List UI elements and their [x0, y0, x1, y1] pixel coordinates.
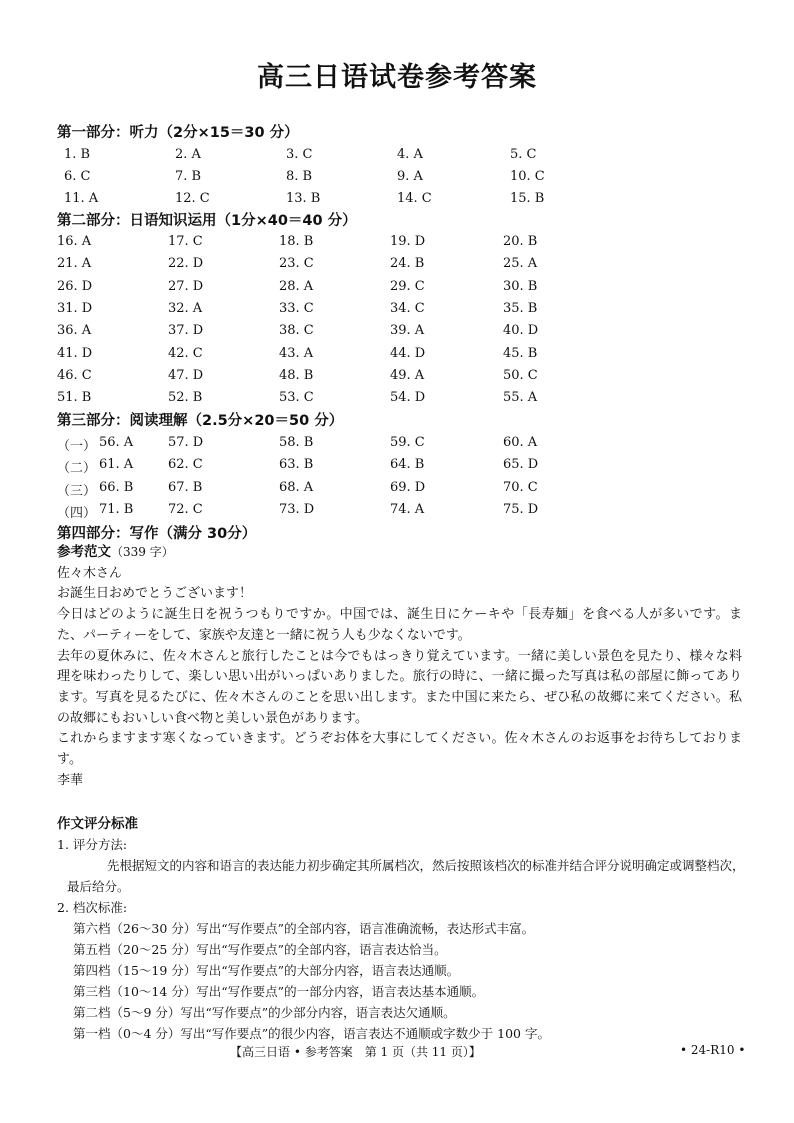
answer-item: 30. B: [503, 278, 538, 294]
answer-item: 20. B: [503, 234, 538, 249]
answer-item: 28. A: [279, 278, 314, 294]
level-line: 第三档（10～14 分）写出“写作要点”的一部分内容，语言表达基本通顺。: [73, 984, 485, 999]
answer-item: 73. D: [279, 501, 315, 517]
answer-item: 22. D: [168, 256, 204, 272]
answer-item: 67. B: [168, 479, 203, 495]
page-title: 高三日语试卷参考答案: [257, 62, 537, 93]
answer-item: 32. A: [168, 300, 203, 316]
answer-item: 29. C: [390, 278, 425, 294]
answer-item: 26. D: [57, 278, 93, 294]
answer-item: 24. B: [390, 256, 425, 272]
answer-item: 27. D: [168, 278, 204, 294]
answer-item: 4. A: [397, 147, 423, 162]
footer-page-info: 【高三日语 • 参考答案 第 1 页（共 11 页）】: [230, 1045, 481, 1059]
answer-item: 64. B: [390, 457, 425, 473]
answer-item: 10. C: [510, 169, 545, 184]
level-line: 第六档（26～30 分）写出“写作要点”的全部内容，语言准确流畅，表达形式丰富。: [73, 921, 535, 936]
essay-heading-line: [57, 542, 742, 564]
answer-item: 12. C: [175, 191, 210, 206]
answer-item: 16. A: [57, 234, 92, 249]
answer-item: 21. A: [57, 256, 92, 272]
essay-char-count: （339 字）: [111, 545, 174, 559]
answer-item: 74. A: [390, 501, 425, 517]
essay-line: 李華: [57, 772, 84, 788]
answer-item: 65. D: [503, 457, 539, 473]
answer-item: 17. C: [168, 234, 203, 249]
answer-group-label: （二）: [57, 461, 97, 477]
essay-line: これからますます寒くなっていきます。どうぞお体を大事にしてください。佐々木さんのお返事をお待ちしております。: [57, 731, 742, 768]
answer-item: 31. D: [57, 300, 93, 316]
sample-essay: [57, 542, 742, 791]
answer-item: 38. C: [279, 323, 314, 339]
answer-item: 14. C: [397, 191, 432, 206]
section-heading-listening: 第一部分：听力（2分×15＝30 分）: [57, 125, 299, 141]
answer-item: 25. A: [503, 256, 538, 272]
answer-item: 52. B: [168, 390, 203, 406]
section-heading-knowledge: 第二部分：日语知识运用（1分×40＝40 分）: [57, 213, 357, 229]
answer-item: 42. C: [168, 345, 203, 361]
answer-item: 1. B: [64, 147, 91, 162]
level-line: 第一档（0～4 分）写出“写作要点”的很少内容，语言表达不通顺或字数少于 100 字。: [73, 1026, 550, 1041]
levels-label: 2. 档次标准:: [57, 900, 128, 915]
essay-line: 佐々木さん: [57, 565, 123, 581]
answer-item: 59. C: [390, 435, 425, 450]
answer-item: 35. B: [503, 300, 538, 316]
answer-item: 54. D: [390, 390, 426, 406]
answer-item: 44. D: [390, 345, 426, 361]
answer-item: 3. C: [286, 147, 313, 162]
answer-item: 9. A: [397, 169, 423, 184]
answer-item: 2. A: [175, 147, 201, 162]
answer-item: 71. B: [99, 501, 134, 517]
answer-item: 48. B: [279, 367, 314, 383]
level-line: 第四档（15～19 分）写出“写作要点”的大部分内容，语言表达通顺。: [73, 963, 460, 978]
answer-item: 18. B: [279, 234, 314, 249]
answer-group-label: （三）: [57, 483, 97, 499]
answer-item: 57. D: [168, 435, 204, 450]
answer-item: 11. A: [64, 191, 99, 206]
answer-item: 33. C: [279, 300, 314, 316]
level-line: 第二档（5～9 分）写出“写作要点”的少部分内容，语言表达欠通顺。: [73, 1005, 456, 1020]
answer-item: 40. D: [503, 323, 539, 339]
answer-item: 13. B: [286, 191, 321, 206]
answer-item: 37. D: [168, 323, 204, 339]
answer-item: 23. C: [279, 256, 314, 272]
answer-item: 53. C: [279, 390, 314, 406]
answer-item: 19. D: [390, 234, 426, 249]
section-heading-reading: 第三部分：阅读理解（2.5分×20＝50 分）: [57, 413, 344, 429]
answer-item: 50. C: [503, 367, 538, 383]
answer-item: 62. C: [168, 457, 203, 473]
answer-item: 46. C: [57, 367, 92, 383]
method-text: 先根据短文的内容和语言的表达能力初步确定其所属档次，然后按照该档次的标准并结合评分说明确定或调整档次，最后给分。: [67, 858, 745, 894]
answer-item: 5. C: [510, 147, 537, 162]
answer-item: 72. C: [168, 501, 203, 517]
answer-item: 39. A: [390, 323, 425, 339]
answer-item: 41. D: [57, 345, 93, 361]
answer-item: 60. A: [503, 435, 538, 450]
answer-item: 70. C: [503, 479, 538, 495]
essay-line: お誕生日おめでとうございます！: [57, 586, 253, 602]
method-label: 1. 评分方法:: [57, 837, 128, 852]
answer-item: 51. B: [57, 390, 92, 406]
answer-item: 34. C: [390, 300, 425, 316]
answer-item: 15. B: [510, 191, 545, 206]
answer-item: 6. C: [64, 169, 91, 184]
answer-item: 36. A: [57, 323, 92, 339]
section-heading-writing: 第四部分：写作（满分 30分）: [57, 526, 257, 542]
answer-item: 63. B: [279, 457, 314, 473]
answer-item: 69. D: [390, 479, 426, 495]
answer-item: 68. A: [279, 479, 314, 495]
answer-item: 49. A: [390, 367, 425, 383]
answer-item: 8. B: [286, 169, 313, 184]
answer-group-label: （四）: [57, 505, 97, 521]
scoring-criteria: [57, 834, 747, 1044]
answer-item: 61. A: [99, 457, 134, 473]
answer-item: 55. A: [503, 390, 538, 406]
answer-item: 47. D: [168, 367, 204, 383]
essay-heading: 参考范文: [57, 544, 111, 560]
footer-code: • 24-R10 •: [680, 1043, 746, 1057]
answer-item: 56. A: [99, 435, 134, 450]
answer-item: 43. A: [279, 345, 314, 361]
criteria-title: 作文评分标准: [57, 816, 138, 832]
level-line: 第五档（20～25 分）写出“写作要点”的全部内容，语言表达恰当。: [73, 942, 447, 957]
answer-item: 66. B: [99, 479, 134, 495]
answer-item: 7. B: [175, 169, 202, 184]
answer-item: 75. D: [503, 501, 539, 517]
answer-group-label: （一）: [57, 439, 97, 454]
essay-line: 去年の夏休みに、佐々木さんと旅行したことは今でもはっきり覚えています。一緒に美しい景色を見たり、様々な料理を味わったりして、楽しい思い出がいっぱいありました。旅行の時に、一緒に撮った写真は私の部屋に飾ってあります。写真を見るたびに、佐々木さんのことを思い出します。また中国に来たら、ぜひ私の故郷に来てください。私の故郷にもおいしい食べ物と美しい景色があります。: [57, 648, 742, 726]
essay-line: 今日はどのように誕生日を祝うつもりですか。中国では、誕生日にケーキや「長寿麺」を食べる人が多いです。また、パーティーをして、家族や友達と一緒に祝う人も少なくないです。: [57, 607, 742, 643]
answer-item: 58. B: [279, 435, 314, 450]
answer-item: 45. B: [503, 345, 538, 361]
